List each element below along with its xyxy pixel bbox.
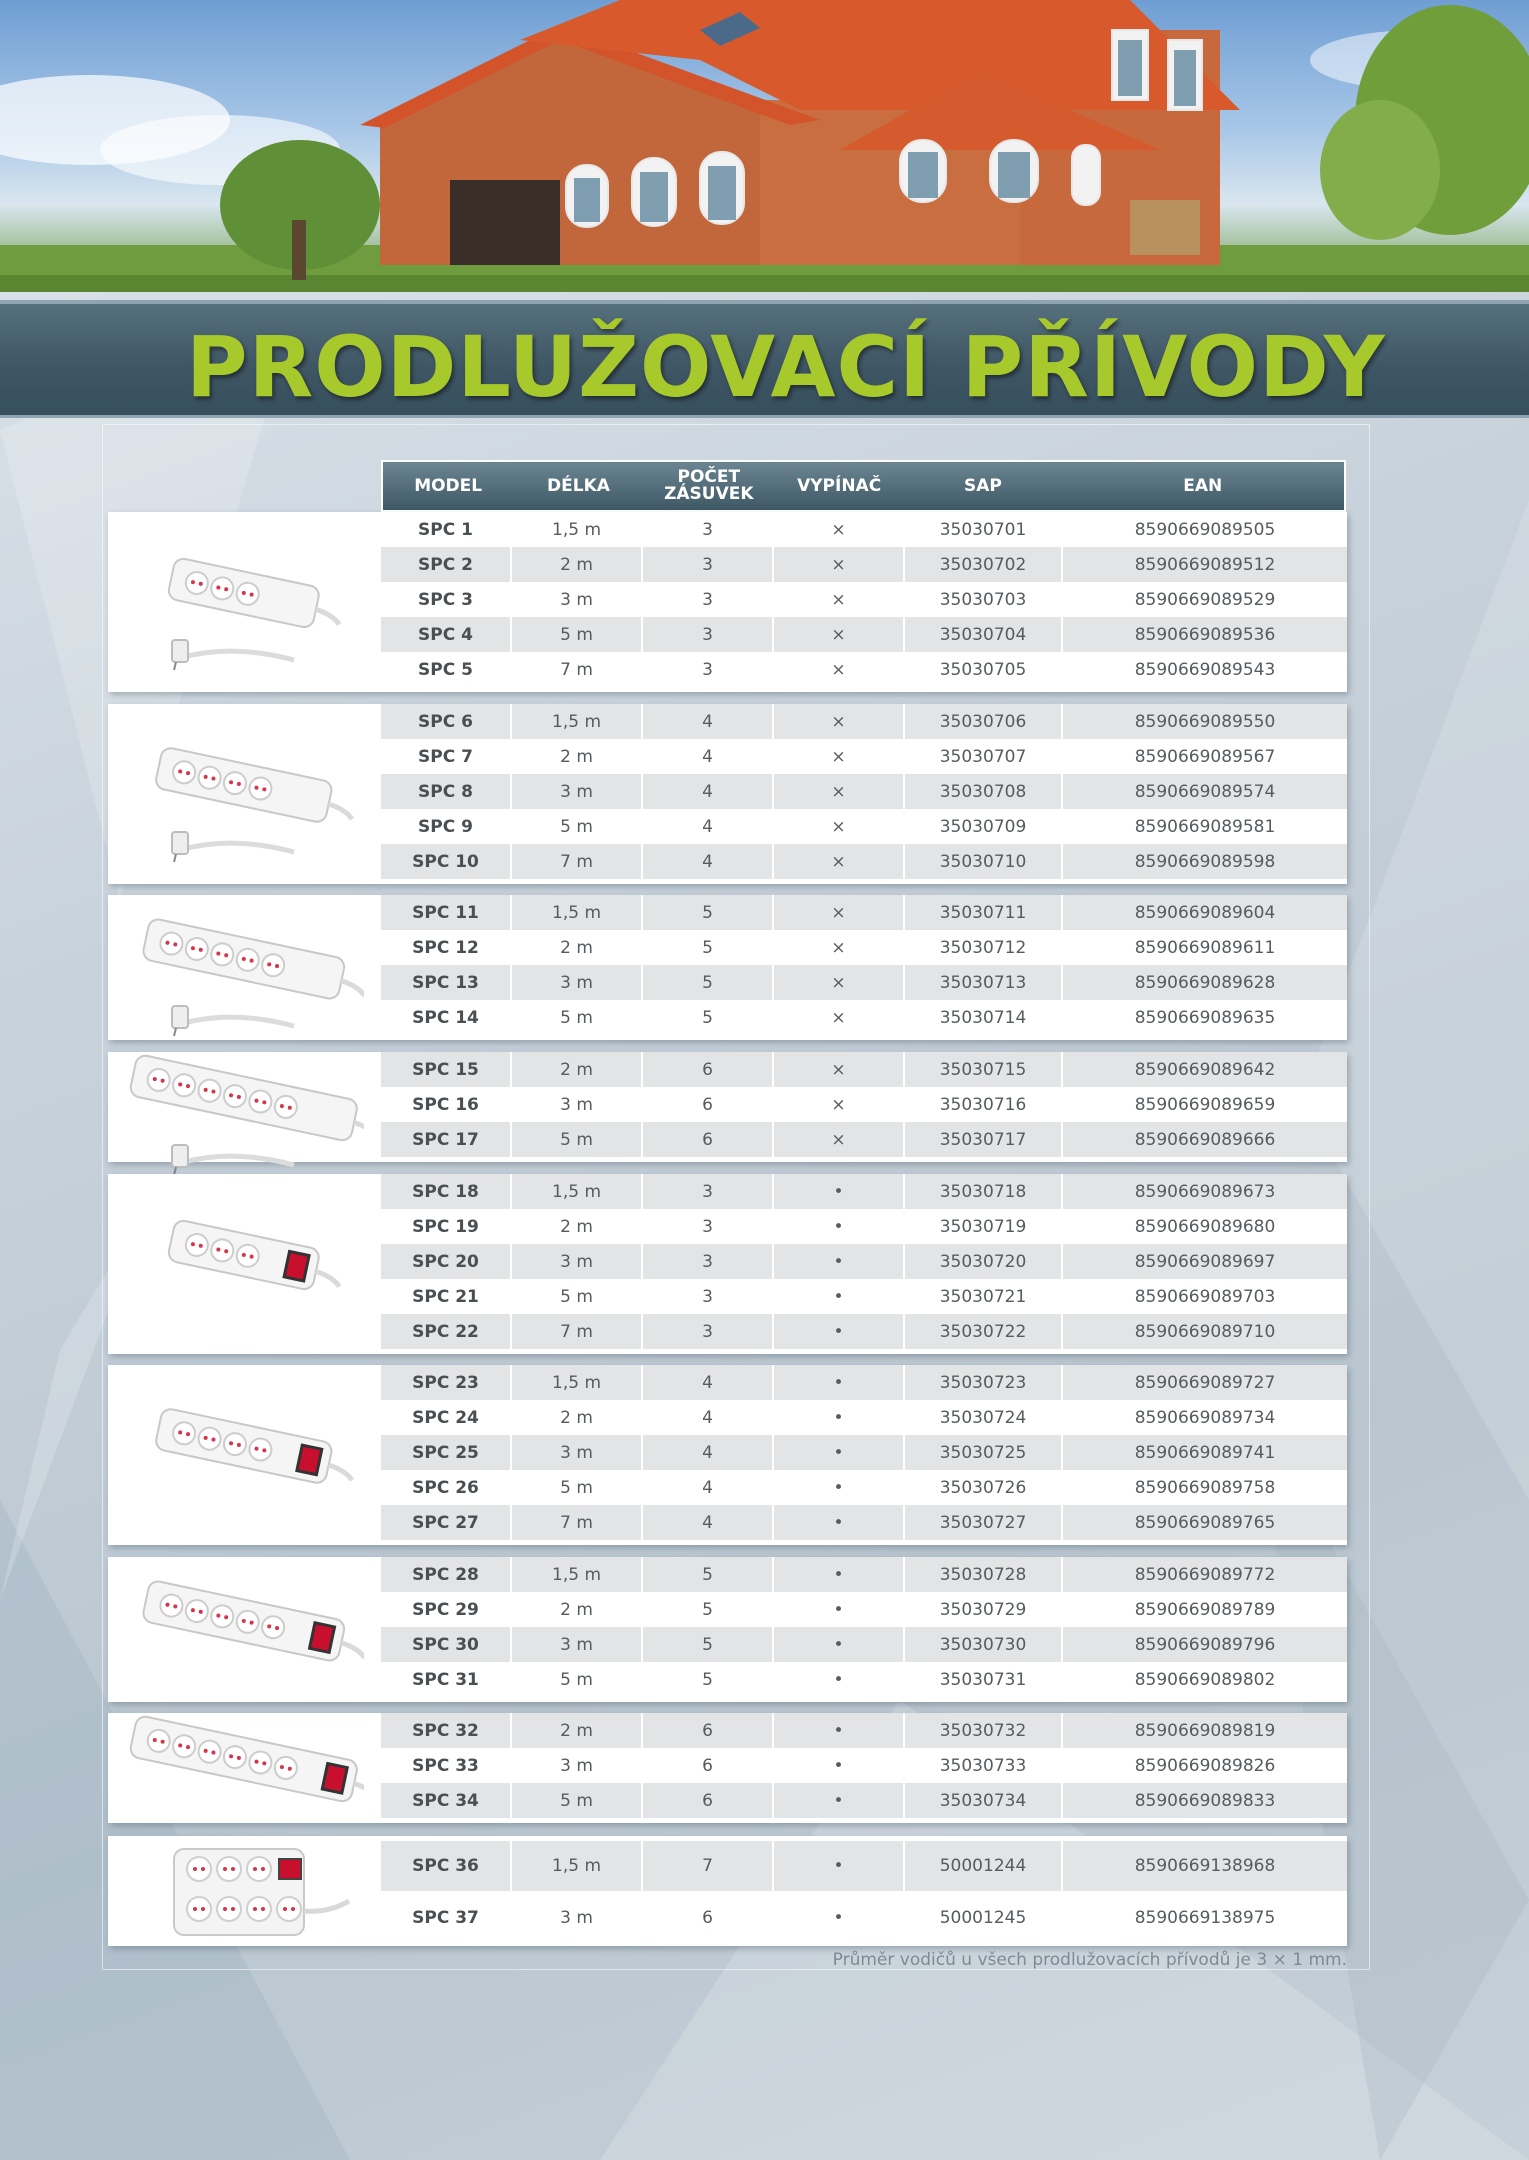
table-row bbox=[381, 1000, 1347, 1035]
cell-model: SPC 6 bbox=[381, 704, 512, 739]
cell-ean: 8590669089826 bbox=[1134, 1755, 1276, 1776]
table-row bbox=[381, 1400, 1347, 1435]
cell-length: 5 m bbox=[512, 1000, 643, 1035]
cell-length: 5 m bbox=[512, 1470, 643, 1505]
cell-socket-count: 3 bbox=[643, 1244, 774, 1279]
cell-sap: 35030715 bbox=[905, 1052, 1063, 1087]
cell-length: 3 m bbox=[512, 1893, 643, 1943]
cell-ean: 8590669089659 bbox=[1134, 1094, 1276, 1115]
table-row bbox=[381, 844, 1347, 879]
cell-ean: 8590669089512 bbox=[1134, 554, 1276, 575]
cell-switch: • bbox=[774, 1783, 905, 1818]
table-row bbox=[381, 1244, 1347, 1279]
cell-model: SPC 36 bbox=[381, 1841, 512, 1891]
cell-switch: × bbox=[774, 617, 905, 652]
cell-length: 2 m bbox=[512, 739, 643, 774]
cell-model: SPC 37 bbox=[381, 1893, 512, 1943]
cell-sap: 35030730 bbox=[905, 1627, 1063, 1662]
cell-model: SPC 18 bbox=[381, 1174, 512, 1209]
cell-sap: 35030729 bbox=[905, 1592, 1063, 1627]
table-row bbox=[381, 1122, 1347, 1157]
cell-switch: • bbox=[774, 1314, 905, 1349]
cell-model: SPC 25 bbox=[381, 1435, 512, 1470]
cell-sap: 50001245 bbox=[905, 1893, 1063, 1943]
cell-switch: • bbox=[774, 1244, 905, 1279]
cell-switch: • bbox=[774, 1893, 905, 1943]
cell-model: SPC 19 bbox=[381, 1209, 512, 1244]
cell-sap: 35030723 bbox=[905, 1365, 1063, 1400]
page-title: PRODLUŽOVACÍ PŘÍVODY bbox=[186, 318, 1386, 416]
cell-switch: × bbox=[774, 1052, 905, 1087]
cell-socket-count: 3 bbox=[643, 1174, 774, 1209]
cell-length: 1,5 m bbox=[512, 1841, 643, 1891]
table-row bbox=[381, 652, 1347, 687]
cell-sap: 50001244 bbox=[905, 1841, 1063, 1891]
power-strip-image bbox=[108, 1836, 380, 1946]
cell-length: 5 m bbox=[512, 1122, 643, 1157]
cell-socket-count: 5 bbox=[643, 965, 774, 1000]
table-row bbox=[381, 1592, 1347, 1627]
cell-length: 3 m bbox=[512, 774, 643, 809]
cell-switch: × bbox=[774, 965, 905, 1000]
cell-switch: • bbox=[774, 1470, 905, 1505]
table-row bbox=[381, 1627, 1347, 1662]
cell-switch: × bbox=[774, 1087, 905, 1122]
cell-socket-count: 3 bbox=[643, 652, 774, 687]
cell-length: 3 m bbox=[512, 1627, 643, 1662]
cell-model: SPC 20 bbox=[381, 1244, 512, 1279]
cell-switch: × bbox=[774, 774, 905, 809]
cell-socket-count: 5 bbox=[643, 895, 774, 930]
cell-socket-count: 4 bbox=[643, 1435, 774, 1470]
cell-sap: 35030708 bbox=[905, 774, 1063, 809]
cell-switch: × bbox=[774, 930, 905, 965]
header-count-line2: ZÁSUVEK bbox=[664, 484, 754, 504]
cell-model: SPC 16 bbox=[381, 1087, 512, 1122]
cell-ean: 8590669089802 bbox=[1134, 1669, 1276, 1690]
cell-ean: 8590669089833 bbox=[1134, 1790, 1276, 1811]
cell-sap: 35030714 bbox=[905, 1000, 1063, 1035]
cell-length: 1,5 m bbox=[512, 895, 643, 930]
cell-length: 7 m bbox=[512, 1505, 643, 1540]
cell-switch: • bbox=[774, 1505, 905, 1540]
cell-socket-count: 3 bbox=[643, 512, 774, 547]
cell-ean: 8590669089550 bbox=[1134, 711, 1276, 732]
product-group bbox=[108, 1836, 1347, 1946]
cell-socket-count: 6 bbox=[643, 1748, 774, 1783]
cell-ean: 8590669089536 bbox=[1134, 624, 1276, 645]
cell-model: SPC 2 bbox=[381, 547, 512, 582]
cell-socket-count: 6 bbox=[643, 1052, 774, 1087]
table-row bbox=[381, 1557, 1347, 1592]
cell-length: 2 m bbox=[512, 1400, 643, 1435]
cell-socket-count: 5 bbox=[643, 1662, 774, 1697]
cell-sap: 35030701 bbox=[905, 512, 1063, 547]
cell-sap: 35030721 bbox=[905, 1279, 1063, 1314]
cell-model: SPC 5 bbox=[381, 652, 512, 687]
cell-model: SPC 4 bbox=[381, 617, 512, 652]
cell-model: SPC 8 bbox=[381, 774, 512, 809]
cell-model: SPC 29 bbox=[381, 1592, 512, 1627]
table-row bbox=[381, 1365, 1347, 1400]
header-ean: EAN bbox=[1183, 475, 1223, 496]
cell-length: 2 m bbox=[512, 1209, 643, 1244]
cell-socket-count: 3 bbox=[643, 1279, 774, 1314]
cell-ean: 8590669089734 bbox=[1134, 1407, 1276, 1428]
cell-model: SPC 21 bbox=[381, 1279, 512, 1314]
power-strip-image bbox=[108, 704, 380, 884]
cell-ean: 8590669089598 bbox=[1134, 851, 1276, 872]
table-row bbox=[381, 930, 1347, 965]
cell-switch: × bbox=[774, 704, 905, 739]
cell-length: 2 m bbox=[512, 1713, 643, 1748]
cell-sap: 35030710 bbox=[905, 844, 1063, 879]
cell-length: 7 m bbox=[512, 652, 643, 687]
product-group bbox=[108, 512, 1347, 692]
table-row bbox=[381, 1748, 1347, 1783]
product-group bbox=[108, 704, 1347, 884]
table-header bbox=[381, 460, 1346, 512]
cell-socket-count: 6 bbox=[643, 1713, 774, 1748]
cell-socket-count: 4 bbox=[643, 1505, 774, 1540]
cell-model: SPC 13 bbox=[381, 965, 512, 1000]
table-row bbox=[381, 1087, 1347, 1122]
cell-socket-count: 4 bbox=[643, 1365, 774, 1400]
cell-ean: 8590669089789 bbox=[1134, 1599, 1276, 1620]
cell-socket-count: 5 bbox=[643, 1000, 774, 1035]
cell-sap: 35030731 bbox=[905, 1662, 1063, 1697]
cell-switch: × bbox=[774, 547, 905, 582]
table-row bbox=[381, 582, 1347, 617]
cell-length: 1,5 m bbox=[512, 1557, 643, 1592]
cell-socket-count: 4 bbox=[643, 809, 774, 844]
cell-model: SPC 12 bbox=[381, 930, 512, 965]
cell-length: 1,5 m bbox=[512, 1365, 643, 1400]
cell-ean: 8590669089796 bbox=[1134, 1634, 1276, 1655]
cell-socket-count: 3 bbox=[643, 1314, 774, 1349]
cell-switch: • bbox=[774, 1713, 905, 1748]
cell-length: 3 m bbox=[512, 965, 643, 1000]
cell-switch: • bbox=[774, 1748, 905, 1783]
cell-sap: 35030726 bbox=[905, 1470, 1063, 1505]
cell-model: SPC 30 bbox=[381, 1627, 512, 1662]
cell-length: 2 m bbox=[512, 1592, 643, 1627]
cell-ean: 8590669089604 bbox=[1134, 902, 1276, 923]
cell-ean: 8590669089772 bbox=[1134, 1564, 1276, 1585]
cell-socket-count: 6 bbox=[643, 1783, 774, 1818]
product-group bbox=[108, 1052, 1347, 1162]
cell-switch: • bbox=[774, 1279, 905, 1314]
power-strip-image bbox=[108, 1713, 380, 1823]
cell-sap: 35030709 bbox=[905, 809, 1063, 844]
cell-model: SPC 15 bbox=[381, 1052, 512, 1087]
cell-socket-count: 3 bbox=[643, 617, 774, 652]
cell-ean: 8590669138968 bbox=[1134, 1856, 1276, 1876]
product-group bbox=[108, 1365, 1347, 1545]
cell-sap: 35030734 bbox=[905, 1783, 1063, 1818]
cell-model: SPC 3 bbox=[381, 582, 512, 617]
table-row bbox=[381, 704, 1347, 739]
table-row bbox=[381, 895, 1347, 930]
cell-ean: 8590669089673 bbox=[1134, 1181, 1276, 1202]
cell-switch: • bbox=[774, 1841, 905, 1891]
cell-socket-count: 5 bbox=[643, 1592, 774, 1627]
header-count-line1: POČET bbox=[677, 467, 741, 487]
cell-length: 2 m bbox=[512, 930, 643, 965]
table-row bbox=[381, 774, 1347, 809]
cell-switch: • bbox=[774, 1209, 905, 1244]
table-row bbox=[381, 1662, 1347, 1697]
cell-ean: 8590669089703 bbox=[1134, 1286, 1276, 1307]
cell-ean: 8590669089819 bbox=[1134, 1720, 1276, 1741]
cell-socket-count: 4 bbox=[643, 1470, 774, 1505]
cell-length: 5 m bbox=[512, 1662, 643, 1697]
cell-ean: 8590669089642 bbox=[1134, 1059, 1276, 1080]
cell-ean: 8590669138975 bbox=[1134, 1908, 1276, 1928]
cell-model: SPC 17 bbox=[381, 1122, 512, 1157]
cell-socket-count: 6 bbox=[643, 1087, 774, 1122]
header-length: DÉLKA bbox=[547, 475, 610, 496]
cell-switch: × bbox=[774, 844, 905, 879]
power-strip-image bbox=[108, 1557, 380, 1702]
cell-sap: 35030713 bbox=[905, 965, 1063, 1000]
cell-model: SPC 22 bbox=[381, 1314, 512, 1349]
cell-model: SPC 31 bbox=[381, 1662, 512, 1697]
table-row bbox=[381, 617, 1347, 652]
cell-model: SPC 9 bbox=[381, 809, 512, 844]
table-row bbox=[381, 1314, 1347, 1349]
cell-socket-count: 4 bbox=[643, 1400, 774, 1435]
table-row bbox=[381, 1209, 1347, 1244]
cell-length: 1,5 m bbox=[512, 1174, 643, 1209]
cell-sap: 35030724 bbox=[905, 1400, 1063, 1435]
cell-sap: 35030703 bbox=[905, 582, 1063, 617]
cell-length: 2 m bbox=[512, 547, 643, 582]
cell-switch: × bbox=[774, 895, 905, 930]
cell-ean: 8590669089741 bbox=[1134, 1442, 1276, 1463]
table-row bbox=[381, 1841, 1347, 1891]
cell-length: 1,5 m bbox=[512, 512, 643, 547]
product-group bbox=[108, 1557, 1347, 1702]
table-row bbox=[381, 1052, 1347, 1087]
cell-socket-count: 4 bbox=[643, 844, 774, 879]
cell-switch: × bbox=[774, 652, 905, 687]
cell-model: SPC 11 bbox=[381, 895, 512, 930]
table-row bbox=[381, 1470, 1347, 1505]
cell-sap: 35030732 bbox=[905, 1713, 1063, 1748]
cell-model: SPC 24 bbox=[381, 1400, 512, 1435]
cell-length: 5 m bbox=[512, 617, 643, 652]
cell-switch: • bbox=[774, 1592, 905, 1627]
cell-length: 3 m bbox=[512, 1087, 643, 1122]
cell-ean: 8590669089611 bbox=[1134, 937, 1276, 958]
cell-sap: 35030720 bbox=[905, 1244, 1063, 1279]
cell-model: SPC 28 bbox=[381, 1557, 512, 1592]
product-group bbox=[108, 1713, 1347, 1823]
cell-switch: × bbox=[774, 809, 905, 844]
table-row bbox=[381, 512, 1347, 547]
cell-ean: 8590669089727 bbox=[1134, 1372, 1276, 1393]
cell-switch: × bbox=[774, 739, 905, 774]
cell-socket-count: 4 bbox=[643, 739, 774, 774]
cell-sap: 35030716 bbox=[905, 1087, 1063, 1122]
cell-sap: 35030719 bbox=[905, 1209, 1063, 1244]
cell-length: 3 m bbox=[512, 1244, 643, 1279]
cell-socket-count: 6 bbox=[643, 1122, 774, 1157]
cell-sap: 35030704 bbox=[905, 617, 1063, 652]
cell-model: SPC 14 bbox=[381, 1000, 512, 1035]
cell-switch: • bbox=[774, 1627, 905, 1662]
cell-sap: 35030733 bbox=[905, 1748, 1063, 1783]
cell-ean: 8590669089666 bbox=[1134, 1129, 1276, 1150]
cell-model: SPC 7 bbox=[381, 739, 512, 774]
cell-switch: × bbox=[774, 1000, 905, 1035]
cell-switch: × bbox=[774, 512, 905, 547]
cell-model: SPC 27 bbox=[381, 1505, 512, 1540]
power-strip-image bbox=[108, 1052, 380, 1162]
cell-socket-count: 4 bbox=[643, 704, 774, 739]
cell-switch: • bbox=[774, 1435, 905, 1470]
cell-socket-count: 3 bbox=[643, 547, 774, 582]
cell-socket-count: 5 bbox=[643, 1627, 774, 1662]
cell-sap: 35030727 bbox=[905, 1505, 1063, 1540]
cell-switch: • bbox=[774, 1662, 905, 1697]
table-row bbox=[381, 1174, 1347, 1209]
header-switch: VYPÍNAČ bbox=[797, 475, 882, 496]
cell-sap: 35030705 bbox=[905, 652, 1063, 687]
table-row bbox=[381, 1505, 1347, 1540]
table-row bbox=[381, 547, 1347, 582]
cell-length: 7 m bbox=[512, 844, 643, 879]
cell-socket-count: 5 bbox=[643, 930, 774, 965]
cell-ean: 8590669089567 bbox=[1134, 746, 1276, 767]
header-model: MODEL bbox=[414, 475, 483, 496]
power-strip-image bbox=[108, 1365, 380, 1545]
cell-switch: • bbox=[774, 1557, 905, 1592]
power-strip-image bbox=[108, 1174, 380, 1354]
table-row bbox=[381, 1279, 1347, 1314]
cell-socket-count: 3 bbox=[643, 582, 774, 617]
cell-sap: 35030712 bbox=[905, 930, 1063, 965]
cell-length: 3 m bbox=[512, 582, 643, 617]
cell-switch: × bbox=[774, 582, 905, 617]
cell-length: 3 m bbox=[512, 1748, 643, 1783]
cell-socket-count: 7 bbox=[643, 1841, 774, 1891]
table-row bbox=[381, 1893, 1347, 1943]
cell-ean: 8590669089697 bbox=[1134, 1251, 1276, 1272]
cell-socket-count: 4 bbox=[643, 774, 774, 809]
cell-sap: 35030728 bbox=[905, 1557, 1063, 1592]
cell-ean: 8590669089543 bbox=[1134, 659, 1276, 680]
cell-length: 5 m bbox=[512, 1783, 643, 1818]
cell-socket-count: 3 bbox=[643, 1209, 774, 1244]
cell-sap: 35030725 bbox=[905, 1435, 1063, 1470]
cell-switch: • bbox=[774, 1174, 905, 1209]
cell-switch: × bbox=[774, 1122, 905, 1157]
cell-length: 7 m bbox=[512, 1314, 643, 1349]
table-row bbox=[381, 1783, 1347, 1818]
cell-ean: 8590669089529 bbox=[1134, 589, 1276, 610]
cell-length: 5 m bbox=[512, 1279, 643, 1314]
cell-model: SPC 1 bbox=[381, 512, 512, 547]
cell-sap: 35030718 bbox=[905, 1174, 1063, 1209]
table-row bbox=[381, 809, 1347, 844]
table-row bbox=[381, 1435, 1347, 1470]
cell-ean: 8590669089581 bbox=[1134, 816, 1276, 837]
cell-ean: 8590669089505 bbox=[1134, 519, 1276, 540]
cell-switch: • bbox=[774, 1365, 905, 1400]
cell-socket-count: 6 bbox=[643, 1893, 774, 1943]
cell-ean: 8590669089765 bbox=[1134, 1512, 1276, 1533]
table-row bbox=[381, 1713, 1347, 1748]
hero-house-photo bbox=[0, 0, 1529, 292]
cell-ean: 8590669089680 bbox=[1134, 1216, 1276, 1237]
cell-length: 1,5 m bbox=[512, 704, 643, 739]
header-sap: SAP bbox=[963, 475, 1002, 496]
product-group bbox=[108, 1174, 1347, 1354]
cell-sap: 35030706 bbox=[905, 704, 1063, 739]
cell-sap: 35030707 bbox=[905, 739, 1063, 774]
cell-length: 5 m bbox=[512, 809, 643, 844]
table-row bbox=[381, 965, 1347, 1000]
cell-switch: • bbox=[774, 1400, 905, 1435]
header-socket-count bbox=[644, 462, 774, 510]
cell-model: SPC 33 bbox=[381, 1748, 512, 1783]
cell-ean: 8590669089710 bbox=[1134, 1321, 1276, 1342]
cell-length: 3 m bbox=[512, 1435, 643, 1470]
cell-model: SPC 34 bbox=[381, 1783, 512, 1818]
power-strip-image bbox=[108, 512, 380, 692]
cell-model: SPC 26 bbox=[381, 1470, 512, 1505]
cell-ean: 8590669089635 bbox=[1134, 1007, 1276, 1028]
title-band bbox=[0, 300, 1529, 418]
cell-model: SPC 32 bbox=[381, 1713, 512, 1748]
cell-sap: 35030722 bbox=[905, 1314, 1063, 1349]
cell-ean: 8590669089758 bbox=[1134, 1477, 1276, 1498]
cell-ean: 8590669089628 bbox=[1134, 972, 1276, 993]
table-row bbox=[381, 739, 1347, 774]
cell-model: SPC 10 bbox=[381, 844, 512, 879]
footnote: Průměr vodičů u všech prodlužovacích přívodů je 3 × 1 mm. bbox=[832, 1950, 1347, 1970]
cell-model: SPC 23 bbox=[381, 1365, 512, 1400]
cell-sap: 35030702 bbox=[905, 547, 1063, 582]
cell-length: 2 m bbox=[512, 1052, 643, 1087]
cell-ean: 8590669089574 bbox=[1134, 781, 1276, 802]
product-group bbox=[108, 895, 1347, 1040]
cell-sap: 35030711 bbox=[905, 895, 1063, 930]
power-strip-image bbox=[108, 895, 380, 1040]
cell-socket-count: 5 bbox=[643, 1557, 774, 1592]
cell-sap: 35030717 bbox=[905, 1122, 1063, 1157]
